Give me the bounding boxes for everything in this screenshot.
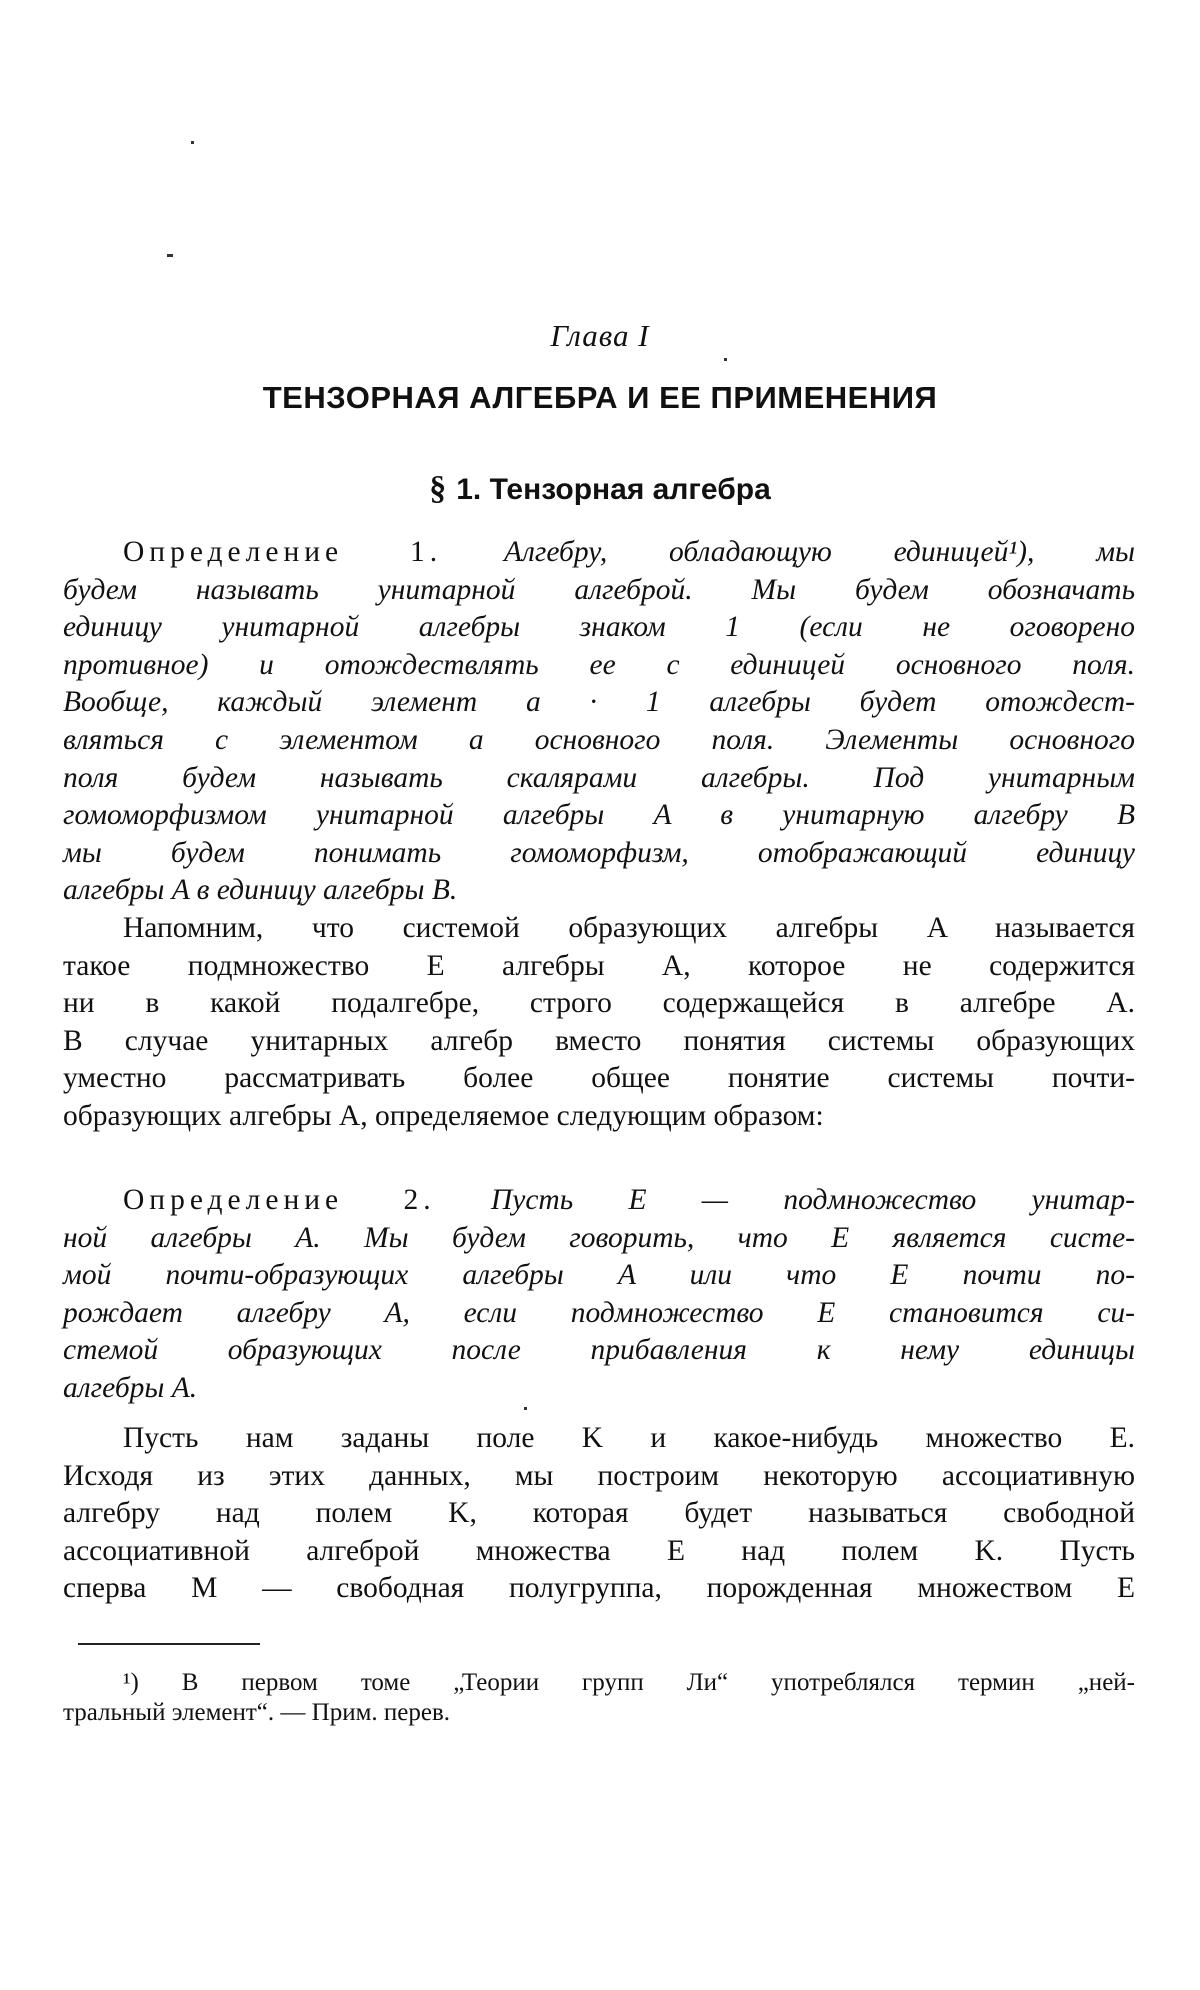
paragraph-line: В случае унитарных алгебр вместо понятия системы образующих bbox=[63, 1024, 1135, 1057]
definition-line: Определение 1. Алгебру, обладающую единицей¹), мы bbox=[123, 536, 1135, 568]
paragraph-generators bbox=[63, 910, 1135, 1136]
definition-label: Определение 2. bbox=[123, 1184, 436, 1216]
print-speck bbox=[191, 141, 194, 144]
definition-1 bbox=[63, 534, 1135, 910]
paragraph-line: сперва M — свободная полугруппа, порожденная множеством E bbox=[63, 1572, 1135, 1605]
section-sign: § bbox=[429, 470, 447, 507]
definition-line: гомоморфизмом унитарной алгебры A в унитарную алгебру B bbox=[63, 799, 1135, 832]
chapter-title: ТЕНЗОРНАЯ АЛГЕБРА И ЕЕ ПРИМЕНЕНИЯ bbox=[262, 380, 938, 415]
definition-line: Вообще, каждый элемент a · 1 алгебры будет отождест- bbox=[63, 686, 1135, 719]
definition-line: алгебры A. bbox=[63, 1371, 198, 1404]
paragraph-line: Напомним, что системой образующих алгебры A называется bbox=[123, 912, 1135, 944]
definition-line: стемой образующих после прибавления к нему единицы bbox=[63, 1334, 1135, 1367]
definition-line: будем называть унитарной алгеброй. Мы будем обозначать bbox=[63, 573, 1135, 606]
definition-label: Определение 1. bbox=[123, 536, 443, 568]
paragraph-line: Пусть нам заданы поле K и какое-нибудь множество E. bbox=[123, 1422, 1135, 1454]
definition-line: мой почти-образующих алгебры A или что E почти по- bbox=[63, 1259, 1135, 1292]
paragraph-line: образующих алгебры A, определяемое следующим образом: bbox=[63, 1099, 824, 1132]
section-title: 1. Тензорная алгебра bbox=[456, 473, 771, 506]
footnote bbox=[63, 1668, 1135, 1728]
section-heading bbox=[0, 470, 1200, 508]
definition-line: мы будем понимать гомоморфизм, отображающий единицу bbox=[63, 836, 1135, 869]
definition-line: рождает алгебру A, если подмножество E становится си- bbox=[63, 1296, 1135, 1329]
print-speck bbox=[724, 358, 727, 361]
paragraph-line: уместно рассматривать более общее понятие системы почти- bbox=[63, 1062, 1135, 1095]
definition-line: противное) и отождествлять ее с единицей основного поля. bbox=[63, 648, 1135, 681]
paragraph-line: такое подмножество E алгебры A, которое не содержится bbox=[63, 949, 1135, 982]
chapter-label: Глава I bbox=[550, 318, 650, 353]
definition-line: алгебры A в единицу алгебры B. bbox=[63, 874, 458, 907]
footnote-line: ¹) В первом томе „Теории групп Ли“ употреблялся термин „ней- bbox=[123, 1669, 1135, 1696]
paragraph-line: Исходя из этих данных, мы построим некоторую ассоциативную bbox=[63, 1459, 1135, 1492]
paragraph-line: ни в какой подалгебре, строго содержащейся в алгебре A. bbox=[63, 987, 1135, 1020]
definition-line: вляться с элементом a основного поля. Элементы основного bbox=[63, 723, 1135, 756]
definition-line: единицу унитарной алгебры знаком 1 (если не оговорено bbox=[63, 611, 1135, 644]
definition-line: Определение 2. Пусть E — подмножество унитар- bbox=[123, 1184, 1135, 1216]
paragraph-free-algebra bbox=[63, 1420, 1135, 1608]
footnote-line: тральный элемент“. — Прим. перев. bbox=[63, 1699, 451, 1726]
paragraph-line: ассоциативной алгеброй множества E над полем K. Пусть bbox=[63, 1534, 1135, 1567]
definition-2 bbox=[63, 1182, 1135, 1408]
definition-line: поля будем называть скалярами алгебры. Под унитарным bbox=[63, 761, 1135, 794]
footnote-rule bbox=[78, 1643, 260, 1645]
definition-line: ной алгебры A. Мы будем говорить, что E является систе- bbox=[63, 1221, 1135, 1254]
paragraph-line: алгебру над полем K, которая будет называться свободной bbox=[63, 1497, 1135, 1530]
print-speck bbox=[167, 254, 173, 257]
